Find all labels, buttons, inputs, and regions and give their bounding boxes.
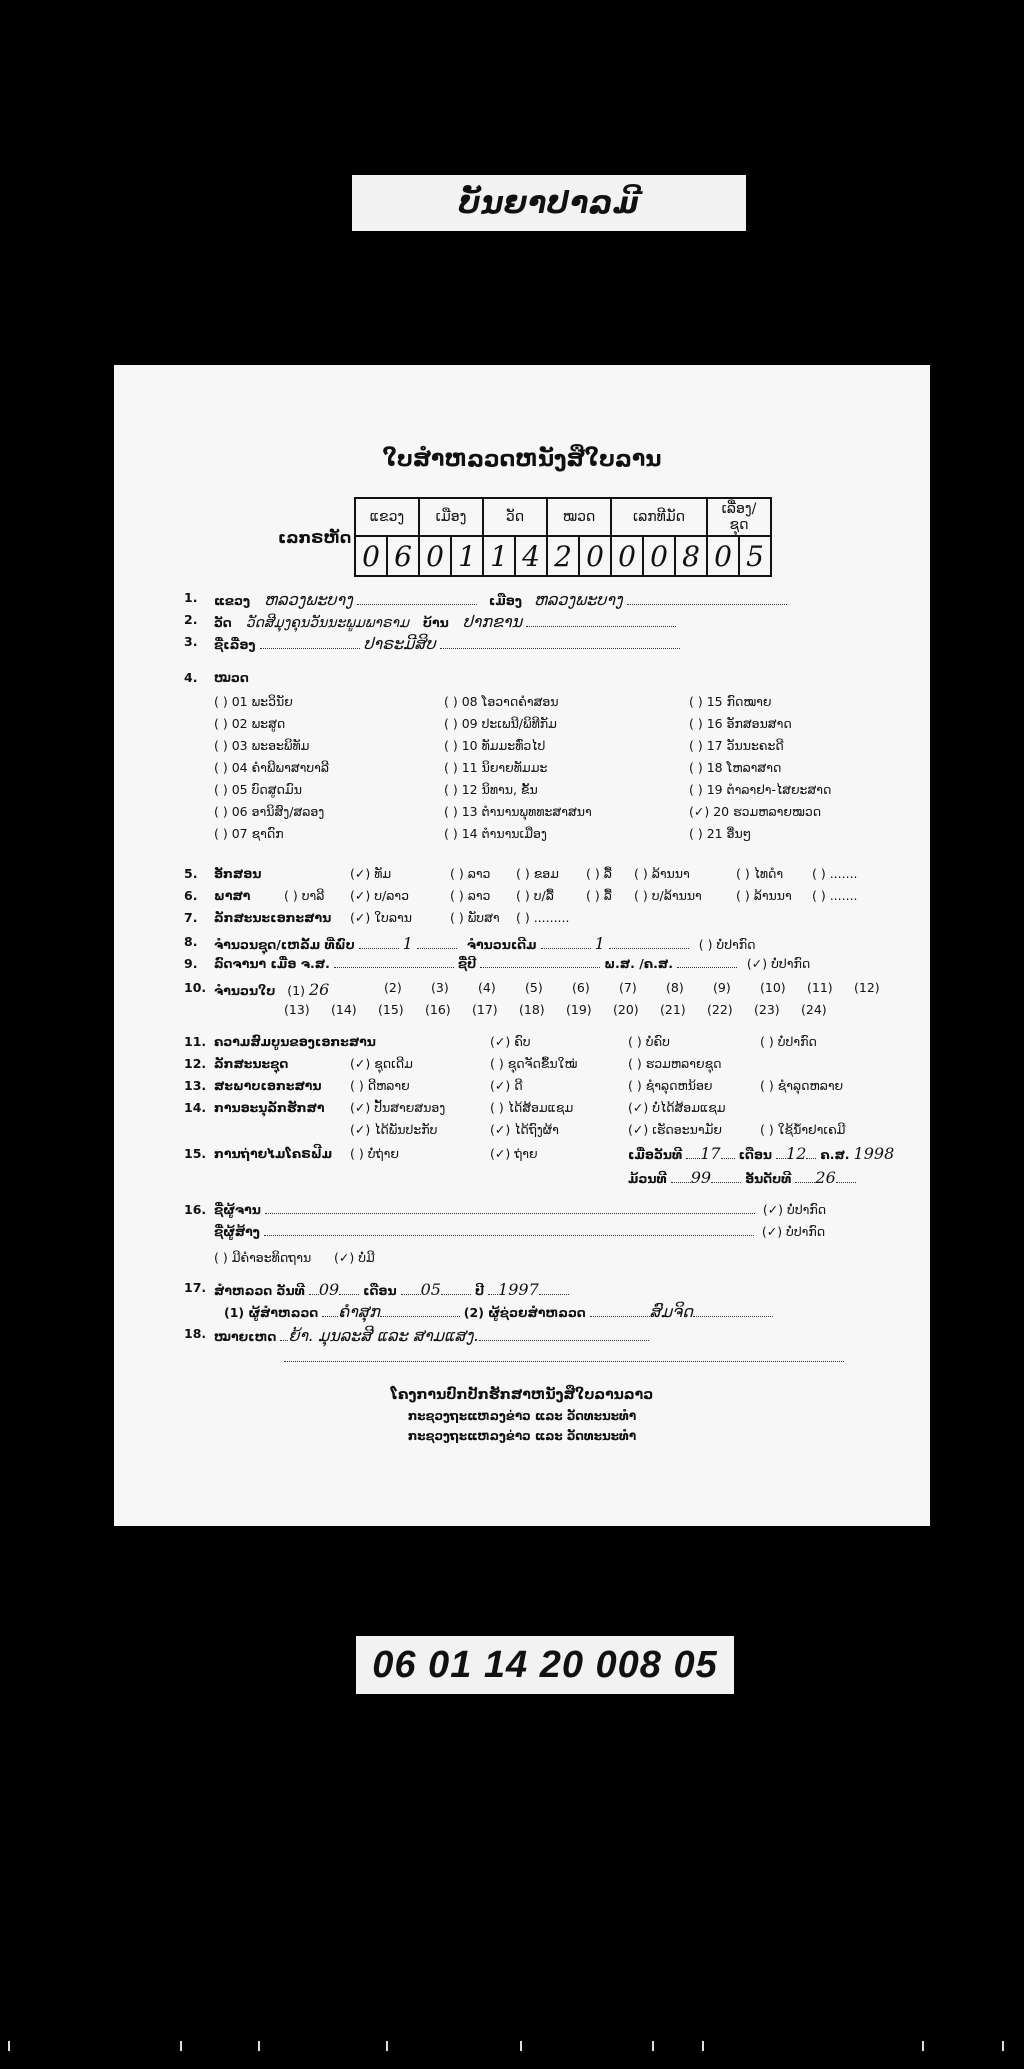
field-number: 4. bbox=[184, 670, 198, 685]
leaf-index: (8) bbox=[666, 980, 684, 995]
field-label: ຊື່ປີ bbox=[457, 956, 477, 971]
leaf-index: (21) bbox=[660, 1002, 686, 1017]
field-label: ວັດ bbox=[214, 615, 232, 630]
field-conservation bbox=[184, 1100, 325, 1115]
field-script bbox=[184, 866, 261, 881]
field-label: ອັນດັບທີ bbox=[745, 1171, 792, 1186]
leaf-index: (4) bbox=[478, 980, 496, 995]
edge-tick bbox=[8, 2041, 10, 2051]
field-completeness bbox=[184, 1034, 376, 1049]
option[interactable]: (✓) ທັມ bbox=[350, 866, 392, 881]
field-label: ລັກສະນະເອກະສານ bbox=[214, 910, 332, 925]
field-label: ປີ bbox=[474, 1283, 485, 1298]
option[interactable]: (✓) ຊຸດເດີມ bbox=[350, 1056, 413, 1071]
option[interactable]: (✓) ບໍ່ມີ bbox=[334, 1250, 375, 1265]
option[interactable]: (✓) ໄດ້ຖົງຜ້າ bbox=[490, 1122, 559, 1137]
field-label: ແຂວງ bbox=[214, 593, 251, 608]
option[interactable]: ( ) ຊຸດຈັດຂຶ້ນໃໝ່ bbox=[490, 1056, 578, 1071]
option[interactable]: ( ) ບໍ່ປາກົດ bbox=[698, 937, 756, 952]
field-label: ຈຳນວນໃບ bbox=[214, 983, 276, 998]
field-value: 05 bbox=[420, 1280, 441, 1299]
category-option[interactable]: ( ) 07 ຊາດົກ bbox=[214, 826, 284, 841]
leaf-index: (3) bbox=[431, 980, 449, 995]
option[interactable]: ( ) ....... bbox=[812, 866, 858, 881]
code-digit: 1 bbox=[483, 536, 515, 576]
field-creator bbox=[184, 1224, 825, 1239]
field-number: 3. bbox=[184, 634, 198, 649]
option[interactable]: (✓) ເຮັດອະນາມັຍ bbox=[628, 1122, 722, 1137]
code-digit: 0 bbox=[579, 536, 611, 576]
field-number: 8. bbox=[184, 934, 198, 949]
code-label: ເລກຣຫັດ bbox=[278, 528, 352, 547]
field-number: 7. bbox=[184, 910, 198, 925]
microfilm-roll bbox=[628, 1168, 856, 1187]
category-option[interactable]: ( ) 03 ພະອະພິທັມ bbox=[214, 738, 310, 753]
field-value: 1 bbox=[402, 934, 413, 953]
field-condition bbox=[184, 1078, 322, 1093]
field-value: ສົມຈິດ bbox=[649, 1302, 693, 1321]
option[interactable]: (✓) ໃບລານ bbox=[350, 910, 412, 925]
field-value: 1 bbox=[594, 934, 605, 953]
edge-tick bbox=[702, 2041, 704, 2051]
edge-tick bbox=[180, 2041, 182, 2051]
code-digit: 0 bbox=[707, 536, 739, 576]
field-value: ຍ້າ. ມຸນລະສີ ແລະ ສາມແສງ. bbox=[288, 1326, 479, 1345]
category-option[interactable]: ( ) 18 ໂຫລາສາດ bbox=[689, 760, 782, 775]
leaf-index: (12) bbox=[854, 980, 880, 995]
field-label: ຄວາມສົມບູນຂອງເອກະສານ bbox=[214, 1034, 376, 1049]
field-value: 26 bbox=[815, 1168, 836, 1187]
field-number: 2. bbox=[184, 612, 198, 627]
leaf-index: (1) bbox=[287, 983, 305, 998]
leaf-index: (11) bbox=[807, 980, 833, 995]
leaf-index: (19) bbox=[566, 1002, 592, 1017]
code-header: ເລື່ອງ/ຊຸດ bbox=[707, 498, 771, 536]
field-label: ເມືອງ bbox=[488, 593, 522, 608]
code-digit: 6 bbox=[387, 536, 419, 576]
option[interactable]: ( ) ໄທດຳ bbox=[736, 866, 784, 881]
field-province bbox=[184, 590, 787, 609]
field-label: ຊື່ຜູ້ຈານ bbox=[214, 1202, 261, 1217]
field-label: ການຖ່າຍໄມໂຄຣຟີມ bbox=[214, 1146, 333, 1161]
field-number: 17. bbox=[184, 1280, 207, 1295]
field-value: ຫລວງພະບາງ bbox=[264, 590, 353, 609]
field-label: (1) ຜູ້ສຳຫລວດ bbox=[224, 1305, 319, 1320]
field-inscription bbox=[184, 956, 810, 971]
option[interactable]: ( ) ບໍ່ຖ່າຍ bbox=[350, 1146, 399, 1161]
survey-form-sheet bbox=[114, 365, 930, 1526]
field-value: 17 bbox=[700, 1144, 721, 1163]
edge-tick bbox=[386, 2041, 388, 2051]
field-value: 12 bbox=[786, 1144, 807, 1163]
option[interactable]: ( ) ລື້ bbox=[586, 866, 612, 881]
field-label: ມ້ວນທີ bbox=[628, 1171, 667, 1186]
leaf-index: (24) bbox=[801, 1002, 827, 1017]
field-value: ຄຳສຸກ bbox=[338, 1302, 380, 1321]
option[interactable]: ( ) ລາວ bbox=[450, 888, 491, 903]
field-label: ເດືອນ bbox=[363, 1283, 397, 1298]
field-label: ພາສາ bbox=[214, 888, 251, 903]
field-survey-date bbox=[184, 1280, 569, 1299]
category-option[interactable]: ( ) 05 ບົດສູດມົນ bbox=[214, 782, 302, 797]
field-number: 13. bbox=[184, 1078, 207, 1093]
category-option[interactable]: ( ) 06 ອານິສົງ/ສລອງ bbox=[214, 804, 325, 819]
microfilm-date bbox=[628, 1144, 894, 1163]
option[interactable]: (✓) ຖ່າຍ bbox=[490, 1146, 538, 1161]
option[interactable]: (✓) ຄົບ bbox=[490, 1034, 531, 1049]
manuscript-code: 06 01 14 20 008 05 bbox=[372, 1643, 718, 1686]
code-digit: 2 bbox=[547, 536, 579, 576]
code-header: ເມືອງ bbox=[419, 498, 483, 536]
footer-org: ໂຄງການປົກປັກຮັກສາຫນັງສືໃບລານລາວ bbox=[390, 1387, 654, 1403]
option[interactable]: ( ) ລາວ bbox=[450, 866, 491, 881]
leaf-index: (23) bbox=[754, 1002, 780, 1017]
leaf-index: (16) bbox=[425, 1002, 451, 1017]
category-option[interactable]: ( ) 08 ໂອວາດຄຳສອນ bbox=[444, 694, 559, 709]
category-option[interactable]: ( ) 15 ກົດໝາຍ bbox=[689, 694, 772, 709]
option[interactable]: ( ) ລ້ານນາ bbox=[634, 866, 690, 881]
option[interactable]: ( ) ຊຳລຸດຫລາຍ bbox=[760, 1078, 844, 1093]
option[interactable]: ( ) ໄດ້ສ້ອມແຊມ bbox=[490, 1100, 574, 1115]
field-number: 15. bbox=[184, 1146, 207, 1161]
code-header: ເລກທີມັດ bbox=[611, 498, 707, 536]
field-category bbox=[184, 670, 249, 685]
leaf-index: (22) bbox=[707, 1002, 733, 1017]
field-number: 11. bbox=[184, 1034, 207, 1049]
option[interactable]: (✓) ບໍ່ປາກົດ bbox=[762, 1202, 827, 1217]
leaf-index: (5) bbox=[525, 980, 543, 995]
field-number: 16. bbox=[184, 1202, 207, 1217]
field-label: ລົດຈານາ ເມື່ອ ຈ.ສ. bbox=[214, 956, 330, 971]
field-document-type bbox=[184, 910, 331, 925]
field-number: 9. bbox=[184, 956, 198, 971]
field-value: ວັດສີມຸງຄຸນວັນນະພູມພາຣາມ bbox=[245, 615, 409, 631]
code-digit: 1 bbox=[451, 536, 483, 576]
option[interactable]: (✓) ປັ້ນສາຍສນອງ bbox=[350, 1100, 446, 1115]
field-label: ຄ.ສ. bbox=[820, 1147, 850, 1162]
field-author bbox=[184, 1202, 826, 1217]
category-option[interactable]: ( ) 04 ຄຳພີພາສາບາລີ bbox=[214, 760, 330, 775]
field-number: 14. bbox=[184, 1100, 207, 1115]
category-option[interactable]: ( ) 21 ອື່ນໆ bbox=[689, 826, 752, 841]
field-microfilm bbox=[184, 1146, 332, 1161]
category-option[interactable]: ( ) 17 ວັນນະຄະດີ bbox=[689, 738, 784, 753]
field-label: (2) ຜູ້ຊ່ວຍສຳຫລວດ bbox=[463, 1305, 586, 1320]
category-option[interactable]: ( ) 13 ຕຳນານພຸທທະສາສນາ bbox=[444, 804, 592, 819]
field-label: ລັກສະນະຊຸດ bbox=[214, 1056, 289, 1071]
code-digit: 5 bbox=[739, 536, 771, 576]
field-leaf-count bbox=[184, 980, 329, 999]
option[interactable]: (✓) ດີ bbox=[490, 1078, 523, 1093]
field-label: ອັກສອນ bbox=[214, 866, 262, 881]
code-digit: 8 bbox=[675, 536, 707, 576]
category-option[interactable]: ( ) 19 ຕຳລາຢາ-ໄສຍະສາດ bbox=[689, 782, 832, 797]
leaf-index: (18) bbox=[519, 1002, 545, 1017]
category-option[interactable]: ( ) 12 ນິທານ, ຂັ້ນ bbox=[444, 782, 538, 797]
category-option[interactable]: ( ) 11 ນິຍາຍທັມມະ bbox=[444, 760, 548, 775]
field-number: 12. bbox=[184, 1056, 207, 1071]
leaf-index: (2) bbox=[384, 980, 402, 995]
leaf-index: (6) bbox=[572, 980, 590, 995]
field-number: 6. bbox=[184, 888, 198, 903]
code-digit: 0 bbox=[643, 536, 675, 576]
field-value: 1998 bbox=[853, 1144, 895, 1163]
field-notes bbox=[184, 1326, 649, 1345]
code-table bbox=[354, 497, 772, 577]
leaf-index: (20) bbox=[613, 1002, 639, 1017]
field-number: 5. bbox=[184, 866, 198, 881]
option[interactable]: (✓) ບໍ່ປາກົດ bbox=[746, 956, 811, 971]
category-option[interactable]: ( ) 01 ພະວິນັຍ bbox=[214, 694, 293, 709]
leaf-index: (7) bbox=[619, 980, 637, 995]
code-digit: 0 bbox=[355, 536, 387, 576]
edge-tick bbox=[1002, 2041, 1004, 2051]
field-label: ສຳຫລວດ ວັນທີ bbox=[214, 1283, 305, 1298]
field-label: ພ.ສ. /ຄ.ສ. bbox=[604, 956, 673, 971]
option[interactable]: ( ) ບາລີ bbox=[284, 888, 325, 903]
option[interactable]: ( ) ຮວມຫລາຍຊຸດ bbox=[628, 1056, 722, 1071]
field-value: 26 bbox=[308, 980, 330, 999]
option[interactable]: (✓) ບໍ່ປາກົດ bbox=[761, 1224, 826, 1239]
footer-ministry: ກະຊວງຖະແຫລງຂ່າວ ແລະ ວັດທະນະທຳ bbox=[407, 1429, 637, 1443]
notes-extra-line bbox=[284, 1350, 844, 1365]
field-value: ປາຣະມີສິບ bbox=[363, 634, 436, 653]
field-label: ບ້ານ bbox=[422, 615, 449, 630]
field-set-type bbox=[184, 1056, 288, 1071]
edge-tick bbox=[652, 2041, 654, 2051]
option[interactable]: ( ) ໃຊ້ນ້ຳຢາເຄມີ bbox=[760, 1122, 846, 1137]
form-title: ໃບສຳຫລວດຫນັງສືໃບລານ bbox=[382, 447, 662, 472]
code-digit: 0 bbox=[419, 536, 451, 576]
field-label: ໝວດ bbox=[214, 670, 249, 685]
leaf-index: (9) bbox=[713, 980, 731, 995]
option[interactable]: ( ) ມີຄຳອະທິດຖານ bbox=[214, 1250, 312, 1265]
edge-tick bbox=[520, 2041, 522, 2051]
option[interactable]: ( ) ລື້ bbox=[586, 888, 612, 903]
category-option[interactable]: ( ) 09 ປະເພນີ/ພິທີກັມ bbox=[444, 716, 557, 731]
code-digit: 4 bbox=[515, 536, 547, 576]
option[interactable]: (✓) ບ/ລາວ bbox=[350, 888, 409, 903]
code-header: ແຂວງ bbox=[355, 498, 419, 536]
field-title bbox=[184, 634, 680, 653]
field-number: 10. bbox=[184, 980, 207, 995]
leaf-index: (17) bbox=[472, 1002, 498, 1017]
field-value: 09 bbox=[318, 1280, 340, 1299]
option[interactable]: ( ) ບໍ່ປາກົດ bbox=[760, 1034, 817, 1049]
option[interactable]: (✓) ໄດ້ພັນປະກັບ bbox=[350, 1122, 438, 1137]
field-label: ຊື່ເລື່ອງ bbox=[214, 637, 256, 652]
code-digit: 0 bbox=[611, 536, 643, 576]
field-value: 99 bbox=[690, 1168, 712, 1187]
option[interactable]: ( ) ບ/ລ້ານນາ bbox=[634, 888, 702, 903]
category-option[interactable]: (✓) 20 ຮວມຫລາຍໝວດ bbox=[689, 804, 822, 819]
field-label: ເດືອນ bbox=[738, 1147, 773, 1162]
field-language bbox=[184, 888, 250, 903]
field-temple bbox=[184, 612, 676, 631]
top-banner-title: ບັນຍາປາລມີ bbox=[458, 185, 640, 221]
field-number: 1. bbox=[184, 590, 198, 605]
leaf-index: (13) bbox=[284, 1002, 310, 1017]
field-label: ໝາຍເຫດ bbox=[214, 1329, 277, 1344]
option[interactable]: ( ) ....... bbox=[812, 888, 858, 903]
field-value: ປາກຂານ bbox=[462, 612, 523, 631]
option[interactable]: ( ) ດີຫລາຍ bbox=[350, 1078, 410, 1093]
top-banner bbox=[352, 175, 746, 231]
option[interactable]: ( ) ພັບສາ bbox=[450, 910, 500, 925]
field-label: ຈຳນວນເດີມ bbox=[466, 937, 537, 952]
category-option[interactable]: ( ) 02 ພະສູດ bbox=[214, 716, 286, 731]
footer-subtitle: ກະຊວງຖະແຫລງຂ່າວ ແລະ ວັດທະນະທຳ bbox=[407, 1409, 637, 1423]
category-option[interactable]: ( ) 16 ອັກສອນສາດ bbox=[689, 716, 792, 731]
option[interactable]: ( ) ຂອມ bbox=[516, 866, 559, 881]
option[interactable]: ( ) ......... bbox=[516, 910, 570, 925]
field-label: ການອະນຸລັກຮັກສາ bbox=[214, 1100, 325, 1115]
code-header: ວັດ bbox=[483, 498, 547, 536]
category-option[interactable]: ( ) 10 ທັມມະທົ່ວໄປ bbox=[444, 738, 546, 753]
code-header: ໝວດ bbox=[547, 498, 611, 536]
field-label: ຊື່ຜູ້ສ້າງ bbox=[214, 1224, 260, 1239]
field-number: 18. bbox=[184, 1326, 207, 1341]
leaf-index: (10) bbox=[760, 980, 786, 995]
field-label: ຈຳນວນຊຸດ/ເຫລັ້ມ ທີ່ພົບ bbox=[214, 937, 355, 952]
edge-tick bbox=[258, 2041, 260, 2051]
leaf-index: (14) bbox=[331, 1002, 357, 1017]
field-count bbox=[184, 934, 756, 953]
field-value: 1997 bbox=[498, 1280, 539, 1299]
leaf-index: (15) bbox=[378, 1002, 404, 1017]
field-label: ເມື່ອວັນທີ bbox=[628, 1147, 683, 1162]
bottom-banner bbox=[356, 1636, 734, 1694]
option[interactable]: ( ) ຊຳລຸດຫນ້ອຍ bbox=[628, 1078, 713, 1093]
edge-tick bbox=[922, 2041, 924, 2051]
option[interactable]: ( ) ບໍ່ຄົບ bbox=[628, 1034, 670, 1049]
option[interactable]: ( ) ບ/ລື້ bbox=[516, 888, 554, 903]
option[interactable]: (✓) ບໍ່ໄດ້ສ້ອມແຊມ bbox=[628, 1100, 726, 1115]
field-label: ສະພາບເອກະສານ bbox=[214, 1078, 322, 1093]
category-option[interactable]: ( ) 14 ຕຳນານເມືອງ bbox=[444, 826, 547, 841]
option[interactable]: ( ) ລ້ານນາ bbox=[736, 888, 792, 903]
field-surveyors bbox=[224, 1302, 773, 1321]
field-value: ຫລວງພະບາງ bbox=[533, 590, 623, 609]
